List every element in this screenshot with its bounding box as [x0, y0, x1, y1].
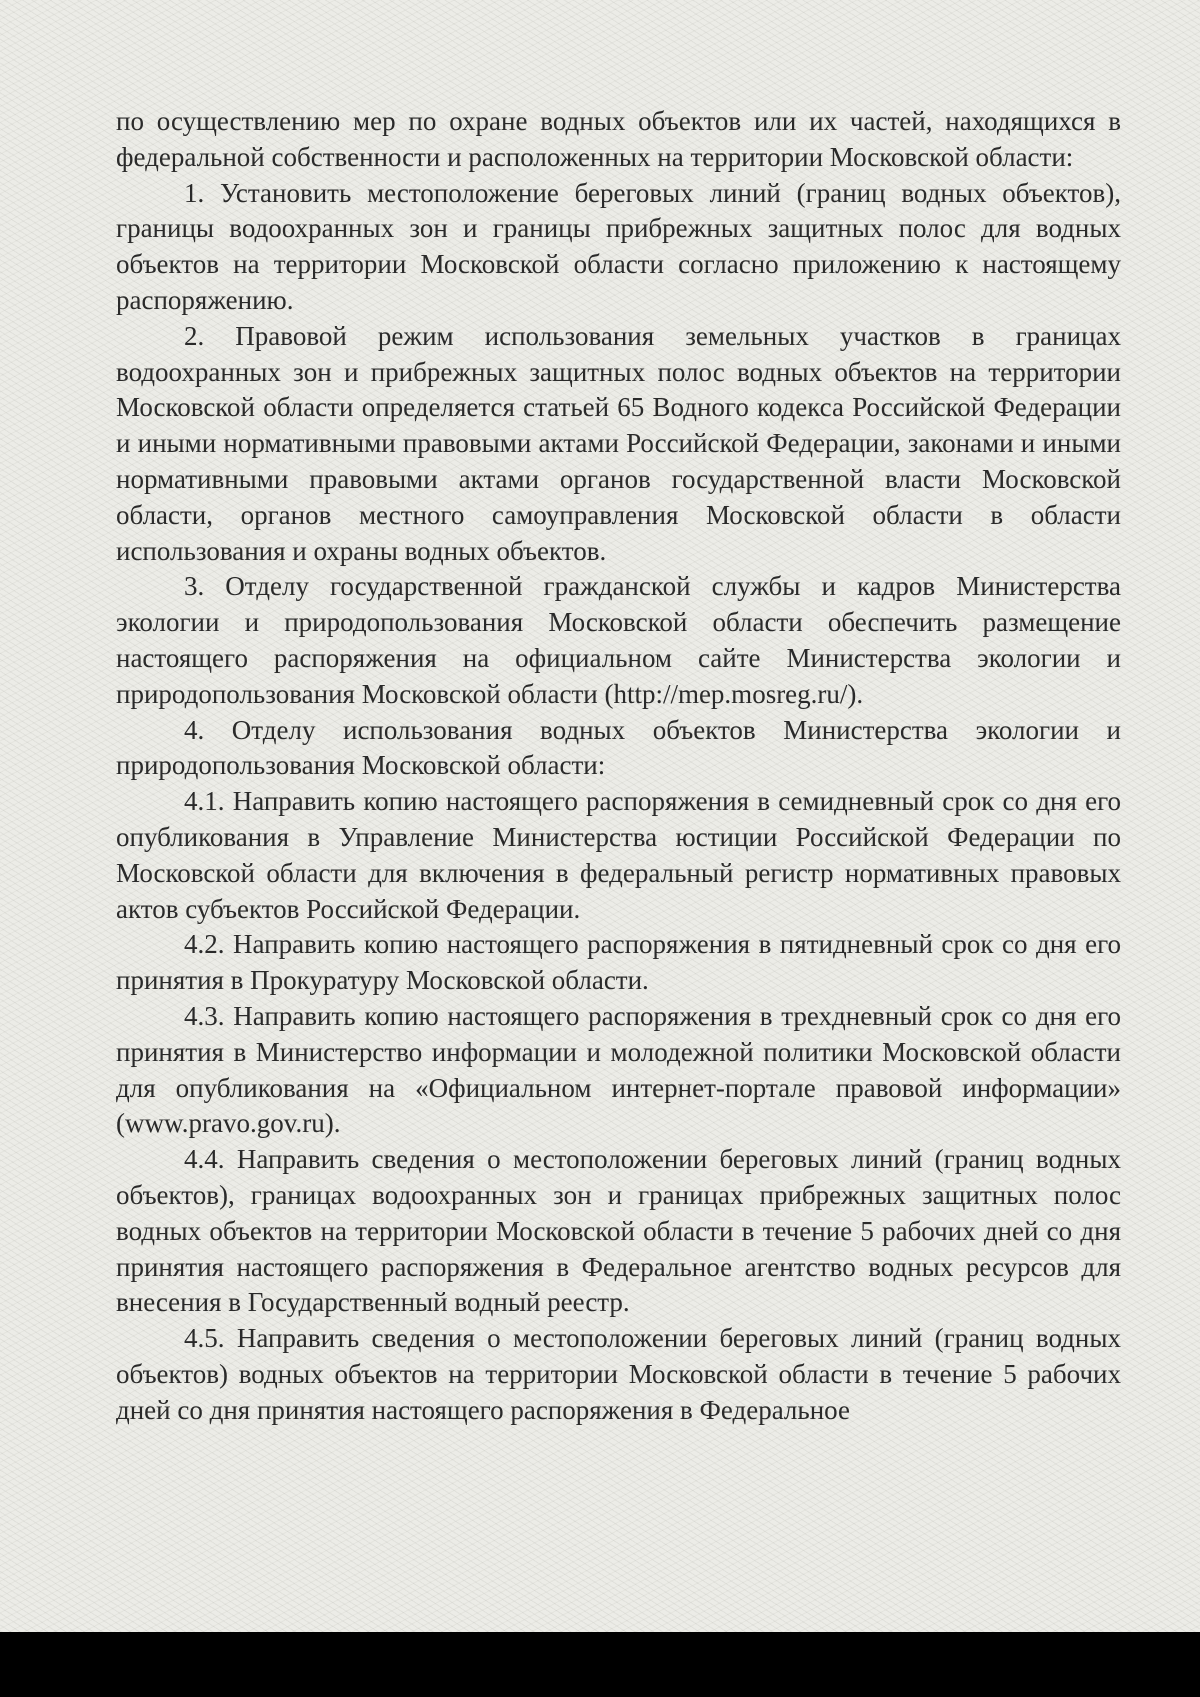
paragraph-item-4-1: 4.1. Направить копию настоящего распоряжения в семидневный срок со дня его опубликования в Управление Министерства юстиции Российской Федерации по Московской области для включения в федеральный регистр нормативных правовых актов субъектов Российской Федерации. [116, 786, 1121, 924]
scan-bottom-edge [0, 1632, 1200, 1697]
paragraph-item-4-5: 4.5. Направить сведения о местоположении береговых линий (границ водных объектов) водных объектов на территории Московской области в течение 5 рабочих дней со дня принятия настоящего распоряжения в Федеральное [116, 1323, 1121, 1425]
paragraph-item-1: 1. Установить местоположение береговых линий (границ водных объектов), границы водоохранных зон и границы прибрежных защитных полос для водных объектов на территории Московской области согласно приложению к настоящему распоряжению. [116, 177, 1121, 315]
paragraph-item-2: 2. Правовой режим использования земельных участков в границах водоохранных зон и прибрежных защитных полос водных объектов на территории Московской области определяется статьей 65 Водного кодекса Российской Федерации и иными нормативными правовыми актами Российской Федерации, законами и иными нормативными правовыми актами органов государственной власти Московской области, органов местного самоуправления Московской области в области использования и охраны водных объектов. [116, 320, 1121, 566]
paragraph-item-4-2: 4.2. Направить копию настоящего распоряжения в пятидневный срок со дня его принятия в Прокуратуру Московской области. [116, 929, 1121, 996]
paragraph-item-4-4: 4.4. Направить сведения о местоположении береговых линий (границ водных объектов), границах водоохранных зон и границах прибрежных защитных полос водных объектов на территории Московской области в течение 5 рабочих дней со дня принятия настоящего распоряжения в Федеральное агентство водных ресурсов для внесения в Государственный водный реестр. [116, 1144, 1121, 1318]
paragraph-item-4-3: 4.3. Направить копию настоящего распоряжения в трехдневный срок со дня его принятия в Министерство информации и молодежной политики Московской области для опубликования на «Официальном интернет-портале правовой информации» (www.pravo.gov.ru). [116, 1000, 1121, 1139]
document-body [116, 104, 1121, 1428]
paragraph-continuation: по осуществлению мер по охране водных объектов или их частей, находящихся в федеральной собственности и расположенных на территории Московской области: [116, 106, 1121, 172]
paragraph-item-4: 4. Отделу использования водных объектов Министерства экологии и природопользования Московской области: [116, 714, 1121, 781]
paragraph-item-3: 3. Отделу государственной гражданской службы и кадров Министерства экологии и природопользования Московской области обеспечить размещение настоящего распоряжения на официальном сайте Министерства экологии и природопользования Московской области (http://mep.mosreg.ru/). [116, 571, 1121, 709]
